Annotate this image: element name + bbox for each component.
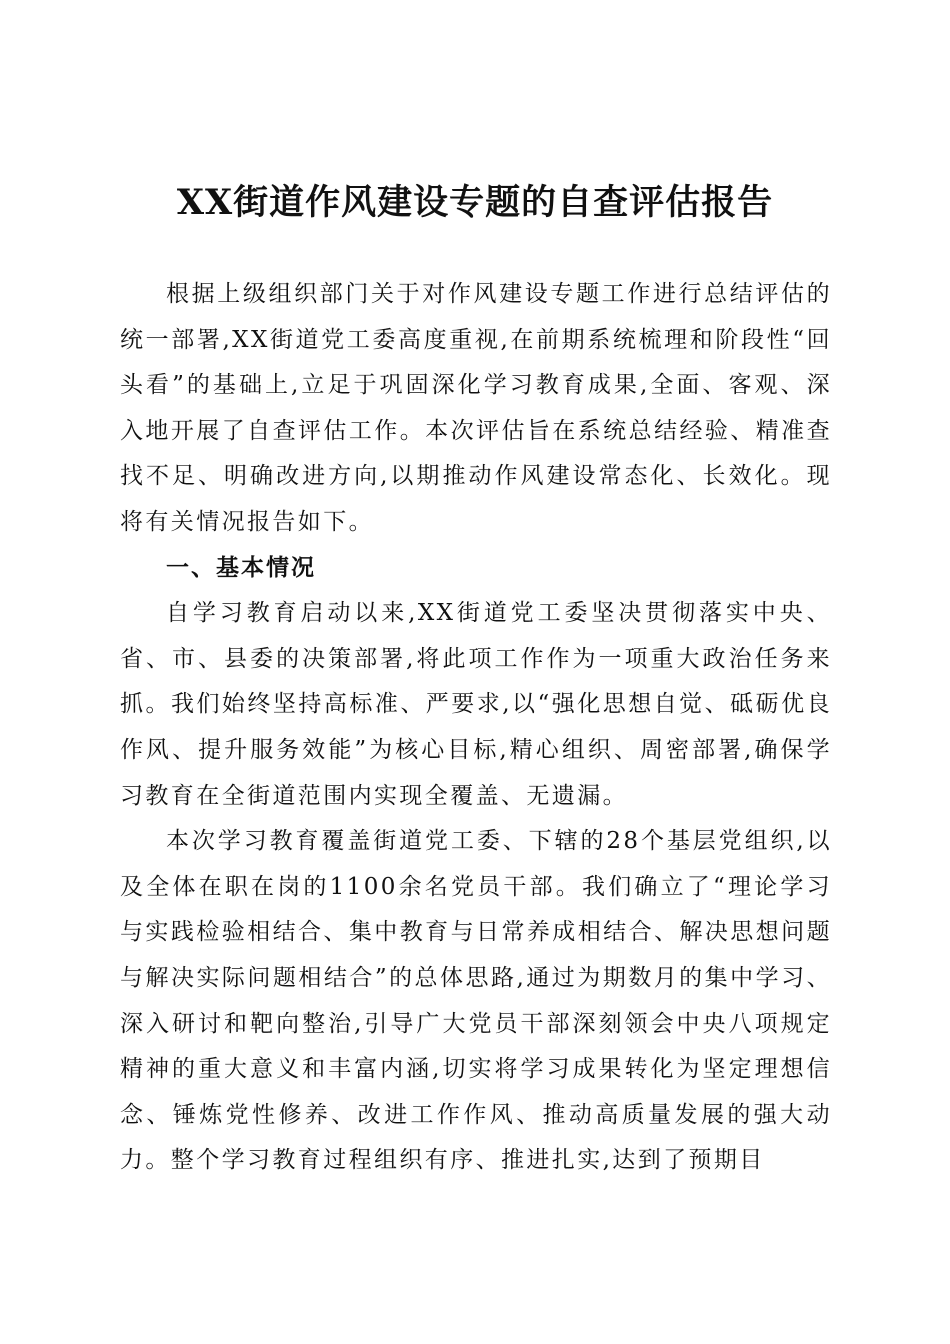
document-title: XX街道作风建设专题的自查评估报告: [176, 182, 774, 223]
document-body: [120, 272, 832, 1184]
section1-paragraph-1: 自学习教育启动以来,XX街道党工委坚决贯彻落实中央、省、市、县委的决策部署,将此项工作作为一项重大政治任务来抓。我们始终坚持高标准、严要求,以“强化思想自觉、砥砺优良作风、提升服务效能”为核心目标,精心组织、周密部署,确保学习教育在全街道范围内实现全覆盖、无遗漏。: [120, 600, 832, 809]
section-heading-basic-situation: 一、基本情况: [166, 554, 316, 581]
intro-paragraph: 根据上级组织部门关于对作风建设专题工作进行总结评估的统一部署,XX街道党工委高度重视,在前期系统梳理和阶段性“回头看”的基础上,立足于巩固深化学习教育成果,全面、客观、深入地开展了自查评估工作。本次评估旨在系统总结经验、精准查找不足、明确改进方向,以期推动作风建设常态化、长效化。现将有关情况报告如下。: [120, 281, 832, 535]
section1-paragraph-2: 本次学习教育覆盖街道党工委、下辖的28个基层党组织,以及全体在职在岗的1100余名党员干部。我们确立了“理论学习与实践检验相结合、集中教育与日常养成相结合、解决思想问题与解决实际问题相结合”的总体思路,通过为期数月的集中学习、深入研讨和靶向整治,引导广大党员干部深刻领会中央八项规定精神的重大意义和丰富内涵,切实将学习成果转化为坚定理想信念、锤炼党性修养、改进工作作风、推动高质量发展的强大动力。整个学习教育过程组织有序、推进扎实,达到了预期目: [120, 828, 832, 1174]
